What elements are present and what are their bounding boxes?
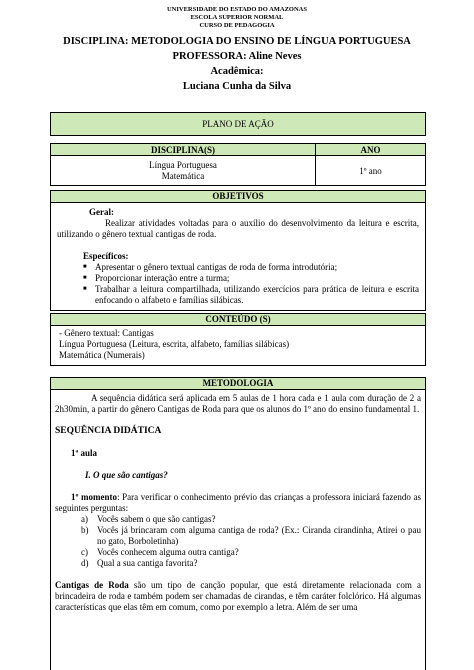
question-marker: d)	[81, 558, 89, 568]
question-text: Vocês já brincaram com alguma cantiga de roda? (Ex.: Ciranda cirandinha, Atirei o pau no gato, Borboletinha)	[97, 525, 421, 546]
disciplines-table	[50, 143, 426, 186]
contents-body	[50, 326, 426, 366]
question-heading: I. O que são cantigas?	[85, 470, 168, 480]
professor-line: PROFESSORA: Aline Neves	[172, 51, 302, 62]
methodology-intro: A sequência didática será aplicada em 5 aulas de 1 hora cada e 1 aula com duração de 2 a 2h30min, a partir do gênero Cantigas de Roda para que os alunos do 1º ano do ensino fundamental 1.	[55, 393, 421, 414]
moment-paragraph	[55, 492, 421, 514]
list-item	[81, 547, 421, 558]
list-item: ■ Apresentar o gênero textual cantigas de roda de forma introdutória;	[83, 262, 419, 273]
moment-label: 1º momento	[71, 492, 118, 502]
question-marker: b)	[81, 525, 89, 535]
lesson-label: 1ª aula	[71, 448, 97, 458]
general-text: Realizar atividades voltadas para o auxílio do desenvolvimento da leitura e escrita, utilizando o gênero textual cantigas de roda.	[57, 218, 419, 239]
questions-list	[81, 514, 421, 569]
list-item	[81, 525, 421, 547]
discipline-title: DISCIPLINA: METODOLOGIA DO ENSINO DE LÍNGUA PORTUGUESA	[63, 36, 411, 47]
disciplines-cell	[51, 156, 316, 186]
cantigas-label: Cantigas de Roda	[55, 580, 129, 590]
discipline-item: Língua Portuguesa	[149, 159, 217, 170]
content-line: - Gênero textual: Cantigas	[59, 328, 154, 338]
content-line: Matemática (Numerais)	[59, 350, 145, 360]
specific-label: Específicos:	[83, 251, 129, 261]
list-item: ■ Trabalhar a leitura compartilhada, utilizando exercícios para prática de leitura e escrita enfocando o alfabeto e famílias silábicas.	[83, 284, 419, 306]
list-item	[81, 558, 421, 569]
list-item: ■ Proporcionar interação entre a turma;	[83, 273, 419, 284]
methodology-body	[50, 390, 426, 670]
question-text: Vocês conhecem alguma outra cantiga?	[97, 547, 239, 557]
year-cell: 1º ano	[316, 156, 426, 186]
general-label: Geral:	[89, 207, 114, 217]
specific-list	[83, 262, 419, 306]
list-item	[81, 514, 421, 525]
student-name: Luciana Cunha da Silva	[182, 81, 292, 92]
school-name: ESCOLA SUPERIOR NORMAL	[190, 14, 284, 21]
course-name: CURSO DE PEDAGOGIA	[199, 22, 275, 29]
content-line: Língua Portuguesa (Leitura, escrita, alfabeto, famílias silábicas)	[59, 339, 290, 349]
plan-title: PLANO DE AÇÃO	[50, 112, 426, 136]
question-text: Qual a sua cantiga favorita?	[97, 558, 198, 568]
objectives-title: OBJETIVOS	[50, 190, 426, 203]
methodology-title: METODOLOGIA	[50, 377, 426, 390]
university-name: UNIVERSIDADE DO ESTADO DO AMAZONAS	[166, 6, 307, 13]
question-marker: a)	[81, 514, 88, 524]
year-header: ANO	[316, 144, 426, 156]
cantigas-text: são um tipo de canção popular, que está diretamente relacionada com a brincadeira de roda e também podem ser chamadas de cirandas, e têm caráter folclórico. Há algumas características que elas têm em comum, como por exemplo a letra. Além de ser uma	[55, 580, 422, 612]
question-text: Vocês sabem o que são cantigas?	[97, 514, 216, 524]
discipline-item: Matemática	[161, 170, 205, 181]
contents-title: CONTEÚDO (S)	[50, 313, 426, 326]
question-marker: c)	[81, 547, 88, 557]
moment-text: : Para verificar o conhecimento prévio das crianças a professora iniciará fazendo as seguintes perguntas:	[55, 492, 422, 513]
cantigas-paragraph	[55, 580, 421, 613]
academic-label: Acadêmica:	[210, 66, 264, 77]
sequence-title: SEQUÊNCIA DIDÁTICA	[55, 426, 162, 436]
disciplines-header: DISCIPLINA(S)	[51, 144, 316, 156]
objectives-body	[50, 203, 426, 311]
